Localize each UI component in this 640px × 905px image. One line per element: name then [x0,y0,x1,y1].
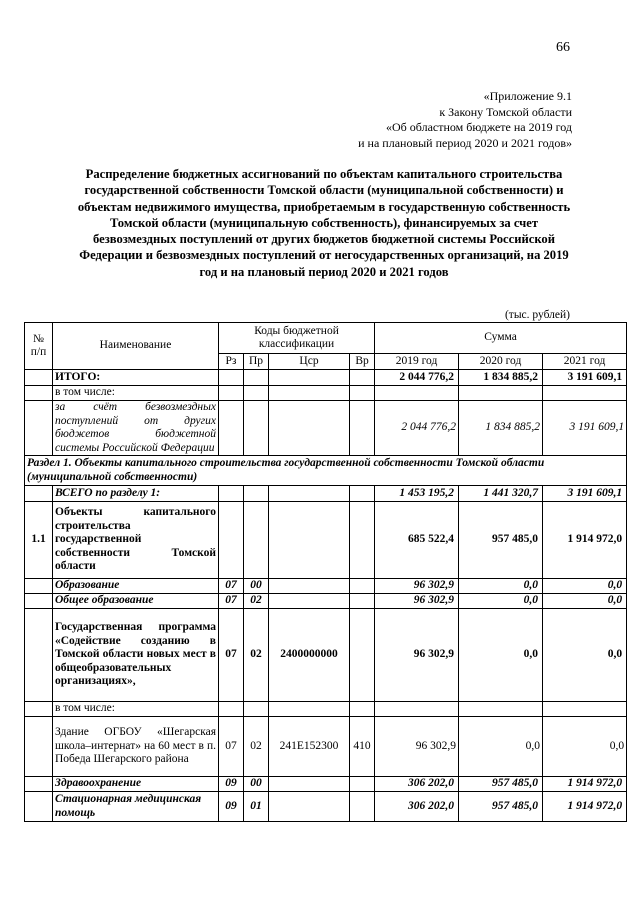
general-education-rz: 07 [219,594,244,609]
appendix-line-1: «Приложение 9.1 [483,89,572,103]
header-2021: 2021 год [543,354,627,370]
table-row-program [25,609,627,702]
inpatient-2021: 1 914 972,0 [543,792,627,822]
header-name: Наименование [53,323,219,370]
item-1-1-name: Объекты капитального строительства государственной собственности Томской области [53,502,219,579]
education-2019: 96 302,9 [375,579,459,594]
header-codes: Коды бюджетной классификации [219,323,375,354]
inpatient-name: Стационарная медицинская помощь [53,792,219,822]
appendix-header [358,89,572,151]
section-1-title: Раздел 1. Объекты капитального строительства государственной собственности Томской области (муниципальной собственности) [25,456,627,486]
gratuitous-name: за счёт безвозмездных поступлений от других бюджетов бюджетной системы Российской Федерации [53,401,219,456]
program-csr: 2400000000 [269,609,350,702]
healthcare-2020: 957 485,0 [459,777,543,792]
table-row-general-education [25,594,627,609]
item-1-1-2019: 685 522,4 [375,502,459,579]
general-education-pr: 02 [244,594,269,609]
table-row-section-1 [25,456,627,486]
header-sum: Сумма [375,323,627,354]
section-1-total-2020: 1 441 320,7 [459,486,543,502]
healthcare-rz: 09 [219,777,244,792]
general-education-name: Общее образование [53,594,219,609]
section-1-total-2019: 1 453 195,2 [375,486,459,502]
page-number: 66 [556,40,570,55]
total-2019: 2 044 776,2 [375,370,459,386]
table-row-item-1-1 [25,502,627,579]
program-pr: 02 [244,609,269,702]
program-rz: 07 [219,609,244,702]
general-education-2021: 0,0 [543,594,627,609]
education-pr: 00 [244,579,269,594]
header-csr: Цср [269,354,350,370]
appendix-line-2: к Закону Томской области [439,104,572,119]
inpatient-2020: 957 485,0 [459,792,543,822]
education-rz: 07 [219,579,244,594]
header-num: № п/п [25,323,53,370]
healthcare-name: Здравоохранение [53,777,219,792]
inpatient-pr: 01 [244,792,269,822]
item-1-1-2021: 1 914 972,0 [543,502,627,579]
program-2020: 0,0 [459,609,543,702]
header-pr: Пр [244,354,269,370]
education-2021: 0,0 [543,579,627,594]
budget-table [24,322,627,822]
item-1-1-num: 1.1 [25,502,53,579]
healthcare-2021: 1 914 972,0 [543,777,627,792]
building-vr: 410 [350,717,375,777]
total-name: ИТОГО: [53,370,219,386]
table-row-total [25,370,627,386]
healthcare-2019: 306 202,0 [375,777,459,792]
program-name: Государственная программа «Содействие созданию в Томской области новых мест в общеобразовательных организациях», [53,609,219,702]
units-label: (тыс. рублей) [504,309,570,321]
table-row-gratuitous [25,401,627,456]
appendix-line-3: «Об областном бюджете на 2019 год [386,120,572,134]
building-name: Здание ОГБОУ «Шегарская школа–интернат» на 60 мест в п. Победа Шегарского района [53,717,219,777]
table-row-including-2 [25,702,627,717]
including-label: в том числе: [53,386,219,401]
header-vr: Вр [350,354,375,370]
building-2019: 96 302,9 [375,717,459,777]
building-2021: 0,0 [543,717,627,777]
table-row-healthcare [25,777,627,792]
appendix-line-4: и на плановый период 2020 и 2021 годов» [358,135,572,150]
education-name: Образование [53,579,219,594]
table-row-section-1-total [25,486,627,502]
program-2021: 0,0 [543,609,627,702]
header-2020: 2020 год [459,354,543,370]
table-row-including [25,386,627,401]
education-2020: 0,0 [459,579,543,594]
healthcare-pr: 00 [244,777,269,792]
including-2-label: в том числе: [53,702,219,717]
inpatient-rz: 09 [219,792,244,822]
gratuitous-2021: 3 191 609,1 [543,401,627,456]
table-row-building [25,717,627,777]
general-education-2020: 0,0 [459,594,543,609]
building-rz: 07 [219,717,244,777]
total-2020: 1 834 885,2 [459,370,543,386]
header-rz: Рз [219,354,244,370]
item-1-1-2020: 957 485,0 [459,502,543,579]
section-1-total-2021: 3 191 609,1 [543,486,627,502]
section-1-total-name: ВСЕГО по разделу 1: [53,486,219,502]
building-csr: 241E152300 [269,717,350,777]
gratuitous-2019: 2 044 776,2 [375,401,459,456]
table-header-row [25,323,627,354]
general-education-2019: 96 302,9 [375,594,459,609]
header-2019: 2019 год [375,354,459,370]
gratuitous-2020: 1 834 885,2 [459,401,543,456]
program-2019: 96 302,9 [375,609,459,702]
building-2020: 0,0 [459,717,543,777]
table-row-education [25,579,627,594]
total-2021: 3 191 609,1 [543,370,627,386]
building-pr: 02 [244,717,269,777]
inpatient-2019: 306 202,0 [375,792,459,822]
document-title: Распределение бюджетных ассигнований по объектам капитального строительства государственной собственности Томской области (муниципальной собственности) и объектам недвижимого имущества, приобретаемым в государственную собственность Томской области (муниципальную собственность), финансируемых за счет безвозмездных поступлений от других бюджетов бюджетной системы Российской Федерации и безвозмездных поступлений от негосударственных организаций, на 2019 год и на плановый период 2020 и 2021 годов [77,167,571,279]
table-row-inpatient [25,792,627,822]
